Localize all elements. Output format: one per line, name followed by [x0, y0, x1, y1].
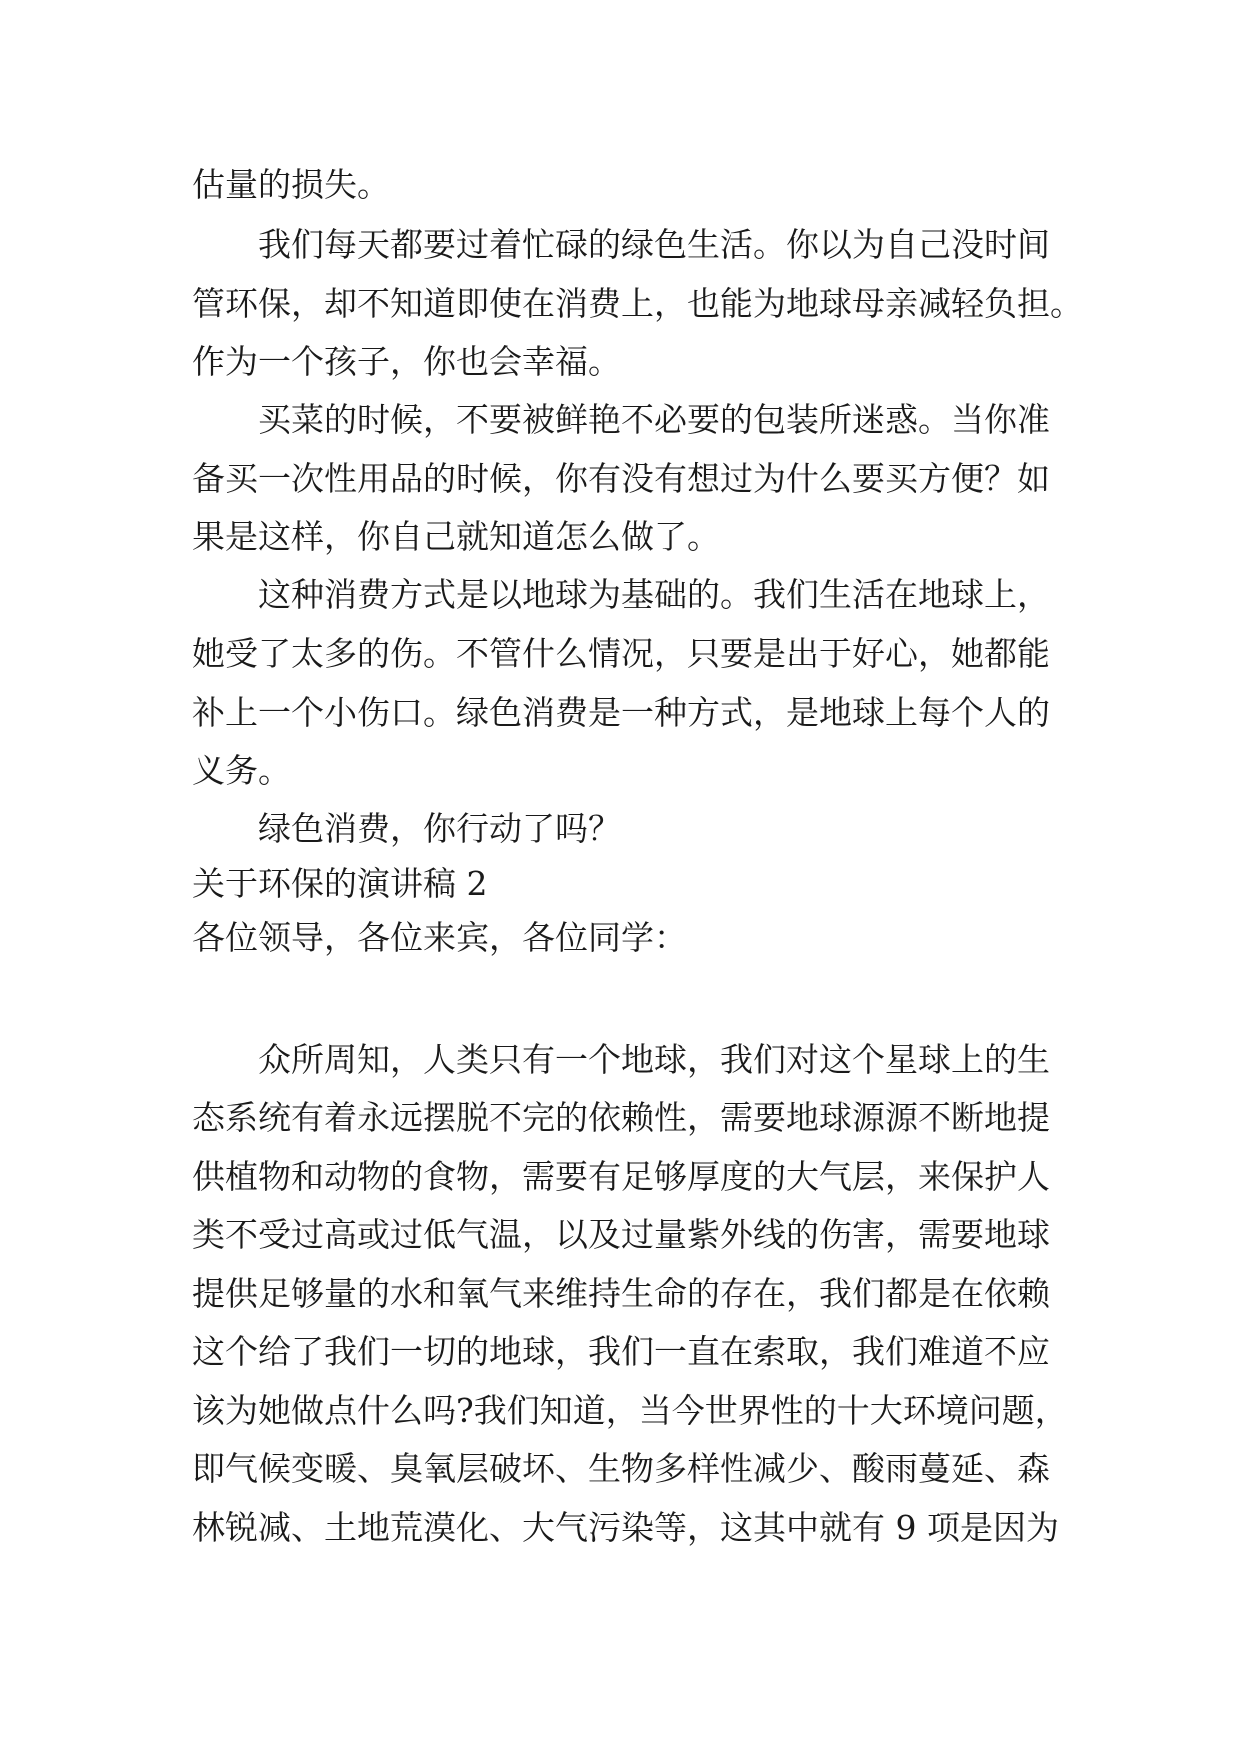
- paragraph-line: 供植物和动物的食物，需要有足够厚度的大气层，来保护人: [192, 1157, 1050, 1196]
- paragraph-line: 态系统有着永远摆脱不完的依赖性，需要地球源源不断地提: [192, 1098, 1050, 1137]
- paragraph-line: 众所周知，人类只有一个地球，我们对这个星球上的生: [258, 1040, 1050, 1079]
- paragraph-line: 林锐减、土地荒漠化、大气污染等，这其中就有 9 项是因为: [192, 1508, 1059, 1547]
- paragraph-line: 她受了太多的伤。不管什么情况，只要是出于好心，她都能: [192, 634, 1050, 673]
- paragraph-line: 管环保，却不知道即使在消费上，也能为地球母亲减轻负担。: [192, 284, 1083, 323]
- paragraph-line: 买菜的时候，不要被鲜艳不必要的包装所迷惑。当你准: [258, 400, 1050, 439]
- paragraph-line: 绿色消费，你行动了吗？: [258, 809, 621, 848]
- paragraph-line: 这种消费方式是以地球为基础的。我们生活在地球上，: [258, 575, 1050, 614]
- paragraph-line: 我们每天都要过着忙碌的绿色生活。你以为自己没时间: [258, 225, 1050, 264]
- paragraph-line: 这个给了我们一切的地球，我们一直在索取，我们难道不应: [192, 1332, 1050, 1371]
- paragraph-line: 类不受过高或过低气温，以及过量紫外线的伤害，需要地球: [192, 1215, 1050, 1254]
- salutation: 各位领导，各位来宾，各位同学：: [192, 918, 687, 957]
- section-title: 关于环保的演讲稿 2: [192, 864, 488, 903]
- paragraph-line: 果是这样，你自己就知道怎么做了。: [192, 517, 720, 556]
- paragraph-line: 即气候变暖、臭氧层破坏、生物多样性减少、酸雨蔓延、森: [192, 1449, 1050, 1488]
- paragraph-line: 义务。: [192, 751, 291, 790]
- paragraph-line: 作为一个孩子，你也会幸福。: [192, 342, 621, 381]
- paragraph-line: 补上一个小伤口。绿色消费是一种方式，是地球上每个人的: [192, 693, 1050, 732]
- paragraph-line: 备买一次性用品的时候，你有没有想过为什么要买方便？如: [192, 459, 1050, 498]
- paragraph-line: 该为她做点什么吗?我们知道，当今世界性的十大环境问题，: [192, 1391, 1068, 1430]
- paragraph-line: 提供足够量的水和氧气来维持生命的存在，我们都是在依赖: [192, 1274, 1050, 1313]
- paragraph-line: 估量的损失。: [192, 165, 390, 204]
